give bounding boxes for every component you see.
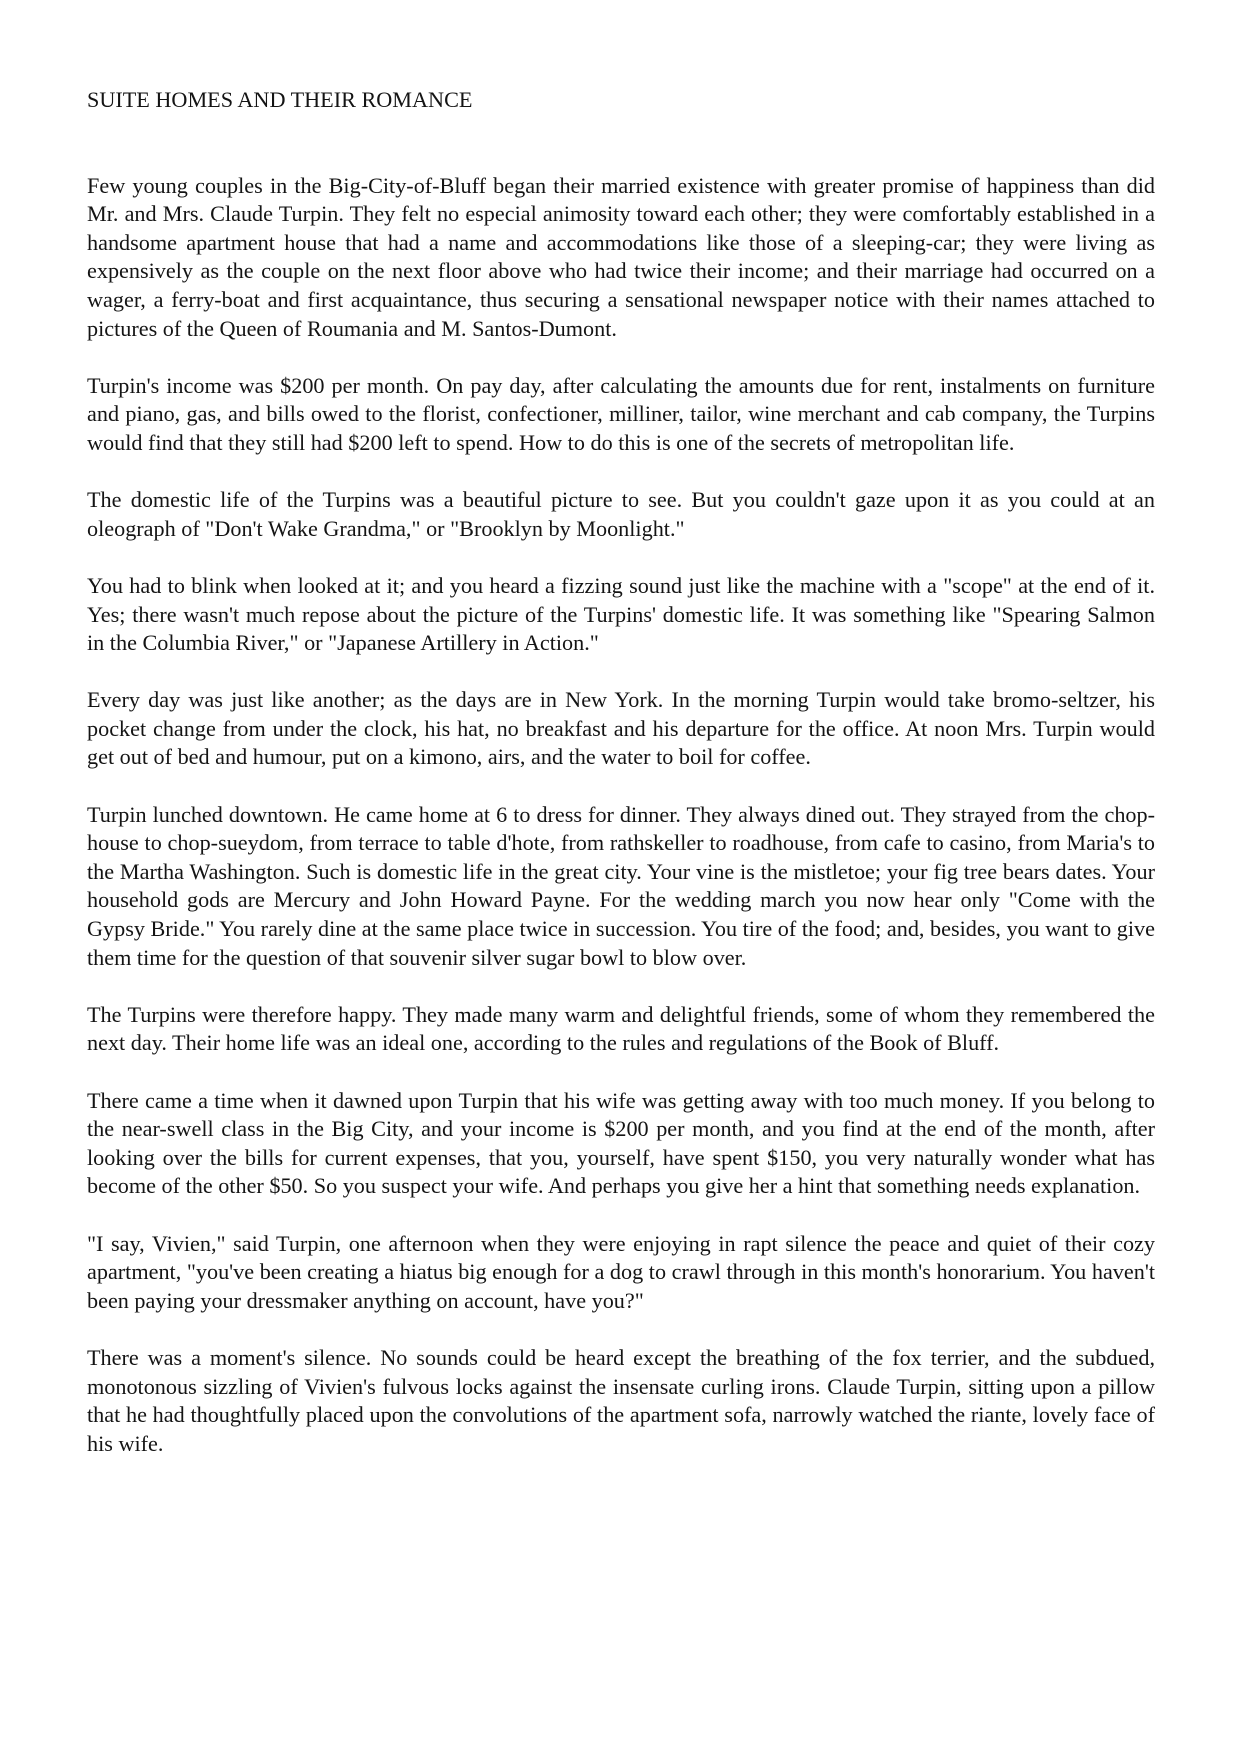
paragraph-1: Few young couples in the Big-City-of-Bluff began their married existence with greater promise of happiness than did Mr. and Mrs. Claude Turpin. They felt no especial animosity toward each other; they were comfortably established in a handsome apartment house that had a name and accommodations like those of a sleeping-car; they were living as expensively as the couple on the next floor above who had twice their income; and their marriage had occurred on a wager, a ferry-boat and first acquaintance, thus securing a sensational newspaper notice with their names attached to pictures of the Queen of Roumania and M. Santos-Dumont. xyxy=(87,172,1155,341)
paragraph-10: There was a moment's silence. No sounds could be heard except the breathing of the fox terrier, and the subdued, monotonous sizzling of Vivien's fulvous locks against the insensate curling irons. Claude Turpin, sitting upon a pillow that he had thoughtfully placed upon the convolutions of the apartment sofa, narrowly watched the riante, lovely face of his wife. xyxy=(87,1344,1155,1456)
paragraph-7: The Turpins were therefore happy. They made many warm and delightful friends, some of whom they remembered the next day. Their home life was an ideal one, according to the rules and regulations of the Book of Bluff. xyxy=(87,1001,1155,1056)
paragraph-3: The domestic life of the Turpins was a beautiful picture to see. But you couldn't gaze upon it as you could at an oleograph of "Don't Wake Grandma," or "Brooklyn by Moonlight." xyxy=(87,487,1155,541)
paragraph-6: Turpin lunched downtown. He came home at 6 to dress for dinner. They always dined out. They strayed from the chop-house to chop-sueydom, from terrace to table d'hote, from rathskeller to roadhouse, from cafe to casino, from Maria's to the Martha Washington. Such is domestic life in the great city. Your vine is the mistletoe; your fig tree bears dates. Your household gods are Mercury and John Howard Payne. For the wedding march you now hear only "Come with the Gypsy Bride." You rarely dine at the same place twice in succession. You tire of the food; and, besides, you want to give them time for the question of that souvenir silver sugar bowl to blow over. xyxy=(87,801,1155,970)
page-title: SUITE HOMES AND THEIR ROMANCE xyxy=(87,87,473,112)
paragraph-4: You had to blink when looked at it; and you heard a fizzing sound just like the machine with a "scope" at the end of it. Yes; there wasn't much repose about the picture of the Turpins' domestic life. It was something like "Spearing Salmon in the Columbia River," or "Japanese Artillery in Action." xyxy=(87,572,1155,656)
paragraph-5: Every day was just like another; as the days are in New York. In the morning Turpin would take bromo-seltzer, his pocket change from under the clock, his hat, no breakfast and his departure for the office. At noon Mrs. Turpin would get out of bed and humour, put on a kimono, airs, and the water to boil for coffee. xyxy=(87,687,1155,770)
paragraph-2: Turpin's income was $200 per month. On pay day, after calculating the amounts due for rent, instalments on furniture and piano, gas, and bills owed to the florist, confectioner, milliner, tailor, wine merchant and cab company, the Turpins would find that they still had $200 left to spend. How to do this is one of the secrets of metropolitan life. xyxy=(87,372,1155,455)
paragraph-9: "I say, Vivien," said Turpin, one afternoon when they were enjoying in rapt silence the peace and quiet of their cozy apartment, "you've been creating a hiatus big enough for a dog to crawl through in this month's honorarium. You haven't been paying your dressmaker anything on account, have you?" xyxy=(87,1230,1155,1313)
document-page xyxy=(87,86,1155,1458)
paragraph-8: There came a time when it dawned upon Turpin that his wife was getting away with too much money. If you belong to the near-swell class in the Big City, and your income is $200 per month, and you find at the end of the month, after looking over the bills for current expenses, that you, yourself, have spent $150, you very naturally wonder what has become of the other $50. So you suspect your wife. And perhaps you give her a hint that something needs explanation. xyxy=(87,1087,1155,1199)
